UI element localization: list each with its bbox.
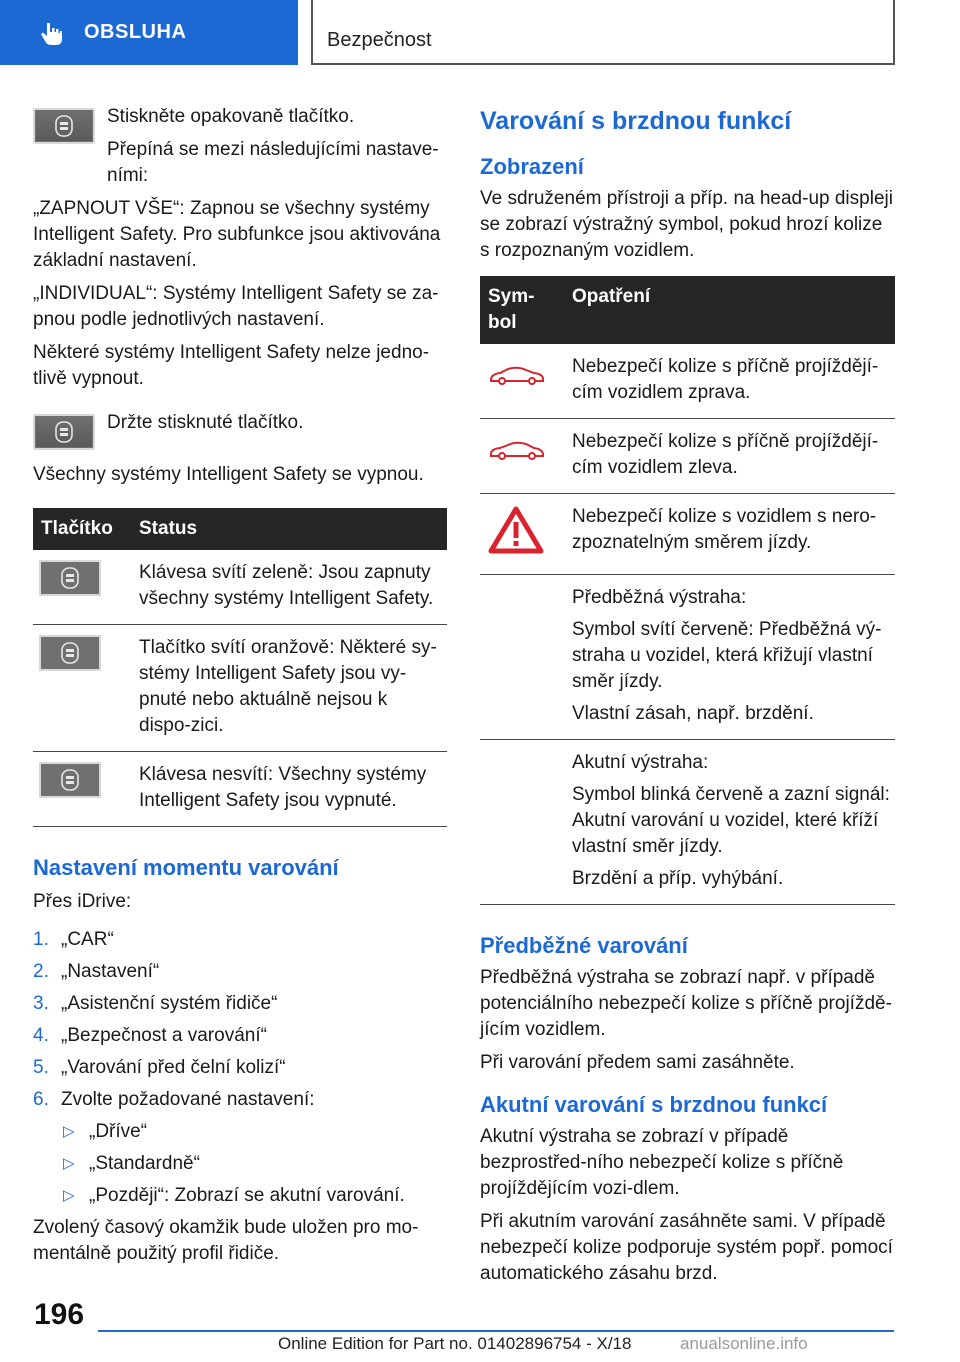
acute-warning-label: Akutní výstraha: <box>572 752 709 773</box>
option-item: ▷ „Později“: Zobrazí se akutní varování. <box>61 1183 447 1209</box>
intro-text: Ve sdruženém přístroji a příp. na head-up displeji se zobrazí výstražný symbol, pokud hrozí kolize s rozpoznaným vozidlem. <box>480 188 893 261</box>
table-row <box>33 752 447 827</box>
acute-warning-desc: Symbol blinká červeně a zazní signál: Akutní varování u vozidel, které kříží vlastní směr jízdy. <box>572 784 890 857</box>
table-header <box>33 508 447 550</box>
pre-warning-desc: Symbol svítí červeně: Předběžná vý-straha u vozidel, která křižují vlastní směr jízdy. <box>572 619 882 692</box>
warning-triangle-icon <box>488 506 544 554</box>
footer-divider <box>98 1330 894 1332</box>
intelligent-safety-button-icon <box>39 635 101 671</box>
pre-warning-action: Vlastní zásah, např. brzdění. <box>572 703 814 724</box>
pre-warning-text: Předběžná výstraha se zobrazí např. v případě potenciálního nebezpečí kolize s příčně projíždě-jícím vozidlem. <box>480 967 892 1040</box>
steps-list <box>33 927 447 1209</box>
pre-warning-heading: Předběžné varování <box>480 933 688 958</box>
car-right-icon <box>488 366 546 386</box>
switches-text: Přepíná se mezi následujícími nastave-ními: <box>107 139 439 186</box>
chapter-label: Bezpečnost <box>327 29 432 51</box>
triangle-bullet-icon: ▷ <box>63 1155 75 1172</box>
triangle-bullet-icon: ▷ <box>63 1123 75 1140</box>
list-item: 4. „Bezpečnost a varování“ <box>33 1025 267 1046</box>
acute-warning-text-2: Při akutním varování zasáhněte sami. V případě nebezpečí kolize podporuje systém popř. pomocí automatického zásahu brzd. <box>480 1211 893 1284</box>
hold-block <box>33 410 447 462</box>
list-item: 1. „CAR“ <box>33 929 114 950</box>
main-heading: Varování s brzdnou funkcí <box>480 107 792 135</box>
list-item: 6. Zvolte požadované nastavení: ▷ „Dříve“ ▷ „Standardně“ ▷ „Později“: Zobrazí se akutní varování. <box>33 1087 447 1209</box>
saved-text: Zvolený časový okamžik bude uložen pro mo-mentálně použitý profil řidiče. <box>33 1217 419 1264</box>
safety-symbol-icon <box>53 115 75 137</box>
car-left-icon <box>488 441 546 461</box>
symbol-table <box>480 276 895 905</box>
press-again-text: Stiskněte opakovaně tlačítko. <box>107 106 355 127</box>
nastaveni-heading: Nastavení momentu varování <box>33 855 339 880</box>
some-systems-text: Některé systémy Intelligent Safety nelze jedno-tlivě vypnout. <box>33 342 430 389</box>
action-cell: Nebezpečí kolize s příčně projíždějí-cím vozidlem zprava. <box>564 344 895 419</box>
table-row <box>480 575 895 740</box>
col-status-header: Status <box>131 508 447 550</box>
intelligent-safety-button-icon <box>33 414 95 450</box>
intelligent-safety-button-icon <box>33 108 95 144</box>
intelligent-safety-button-icon <box>39 560 101 596</box>
hold-text: Držte stisknuté tlačítko. <box>107 412 304 433</box>
triangle-bullet-icon: ▷ <box>63 1187 75 1204</box>
right-column <box>480 104 895 1294</box>
action-cell: Nebezpečí kolize s vozidlem s nero-zpoznatelným směrem jízdy. <box>564 494 895 575</box>
watermark-text: anualsonline.info <box>680 1334 808 1353</box>
status-cell: Klávesa nesvítí: Všechny systémy Intelligent Safety jsou vypnuté. <box>131 752 447 827</box>
pre-warning-label: Předběžná výstraha: <box>572 587 747 608</box>
options-list <box>61 1119 447 1209</box>
individual-text: „INDIVIDUAL“: Systémy Intelligent Safety se za-pnou podle jednotlivých nastavení. <box>33 283 439 330</box>
status-cell: Klávesa svítí zeleně: Jsou zapnuty všechny systémy Intelligent Safety. <box>131 550 447 625</box>
zapnout-text: „ZAPNOUT VŠE“: Zapnou se všechny systémy Intelligent Safety. Pro subfunkce jsou aktivována základní nastavení. <box>33 198 441 271</box>
section-tab <box>0 0 298 65</box>
section-label: OBSLUHA <box>84 21 187 43</box>
intelligent-safety-button-icon <box>39 762 101 798</box>
col-action-header: Opatření <box>564 276 895 344</box>
hand-icon <box>38 19 66 47</box>
zobrazeni-heading: Zobrazení <box>480 154 584 179</box>
col-button-header: Tlačítko <box>33 508 131 550</box>
table-row <box>480 419 895 494</box>
action-cell <box>564 740 895 905</box>
list-item: 3. „Asistenční systém řidiče“ <box>33 993 278 1014</box>
all-off-text: Všechny systémy Intelligent Safety se vypnou. <box>33 464 424 485</box>
chapter-tab <box>311 0 895 65</box>
safety-symbol-icon <box>53 421 75 443</box>
option-item: ▷ „Dříve“ <box>61 1119 447 1145</box>
status-cell: Tlačítko svítí oranžově: Některé sy-stémy Intelligent Safety jsou vy-pnuté nebo aktuálně nejsou k dispo-zici. <box>131 625 447 752</box>
left-column <box>33 104 447 1274</box>
table-row <box>480 740 895 905</box>
acute-warning-heading: Akutní varování s brzdnou funkcí <box>480 1092 828 1117</box>
idrive-text: Přes iDrive: <box>33 891 132 912</box>
action-cell: Nebezpečí kolize s příčně projíždějí-cím vozidlem zleva. <box>564 419 895 494</box>
pre-warning-text-2: Při varování předem sami zasáhněte. <box>480 1052 795 1073</box>
action-cell <box>564 575 895 740</box>
button-status-table <box>33 508 447 827</box>
edition-text: Online Edition for Part no. 01402896754 - X/18 <box>278 1334 632 1353</box>
acute-warning-action: Brzdění a příp. vyhýbání. <box>572 868 784 889</box>
table-header <box>480 276 895 344</box>
list-item: 2. „Nastavení“ <box>33 961 160 982</box>
table-row <box>33 625 447 752</box>
option-item: ▷ „Standardně“ <box>61 1151 447 1177</box>
table-row <box>33 550 447 625</box>
table-row <box>480 494 895 575</box>
acute-warning-text: Akutní výstraha se zobrazí v případě bezprostřed-ního nebezpečí kolize s příčně projíždějícím vozi-dlem. <box>480 1126 844 1199</box>
page-number: 196 <box>34 1298 85 1331</box>
list-item: 5. „Varování před čelní kolizí“ <box>33 1057 286 1078</box>
press-again-block <box>33 104 447 189</box>
col-symbol-header: Sym-bol <box>480 276 564 344</box>
table-row <box>480 344 895 419</box>
